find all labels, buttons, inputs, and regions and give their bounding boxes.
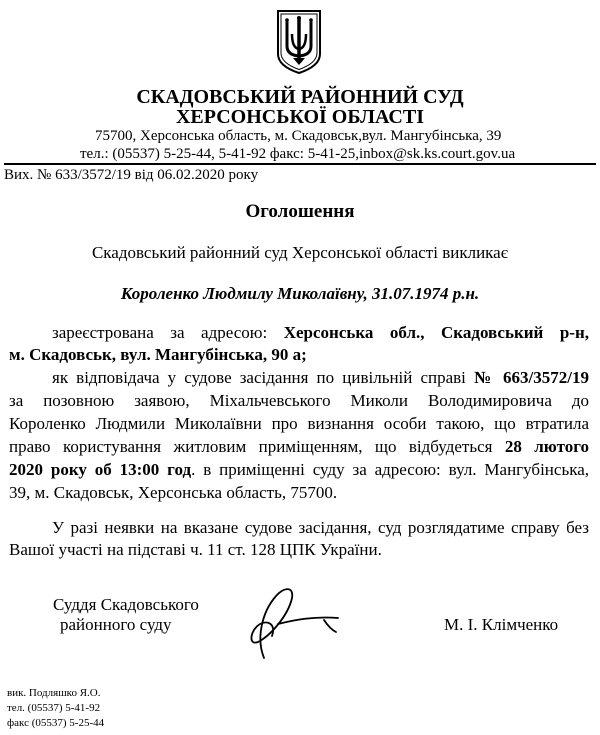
trident-emblem-icon	[275, 8, 323, 76]
handwritten-signature	[228, 578, 358, 664]
outgoing-number: Вих. № 633/3572/19 від 06.02.2020 року	[4, 167, 259, 183]
notice-title: Оголошення	[245, 201, 355, 222]
case-line-1: як відповідача у судове засідання по цивільній справі № 663/3572/19	[52, 368, 590, 387]
absence-line-1: У разі неявки на вказане судове засідання, суд розглядатиме справу без	[52, 518, 589, 537]
signatory-title-line2: районного суду	[60, 615, 172, 634]
case-line-6: 39, м. Скадовськ, Херсонська область, 75700.	[9, 483, 338, 502]
executor-name: вик. Подляшко Я.О.	[7, 687, 101, 699]
executor-phone: тел. (05537) 5-41-92	[7, 702, 101, 714]
court-name-line2: ХЕРСОНСЬКОЇ ОБЛАСТІ	[175, 106, 424, 128]
court-name-line1: СКАДОВСЬКИЙ РАЙОННИЙ СУД	[136, 86, 464, 108]
court-contacts: тел.: (05537) 5-25-44, 5-41-92 факс: 5-41-25,inbox@sk.ks.court.gov.ua	[80, 146, 516, 162]
registration-line-1: зареєстрована за адресою: Херсонська обл., Скадовський р-н,	[52, 323, 589, 342]
signatory-title-line1: Суддя Скадовського	[53, 595, 199, 614]
absence-line-2: Вашої участі на підставі ч. 11 ст. 128 ЦПК України.	[9, 540, 382, 559]
case-line-3: Короленко Людмили Миколаївни про визнання особи такою, що втратила	[9, 414, 589, 433]
executor-fax: факс (05537) 5-25-44	[7, 717, 105, 729]
notice-person: Короленко Людмилу Миколаївну, 31.07.1974 р.н.	[120, 284, 480, 303]
notice-intro: Скадовський районний суд Херсонської області викликає	[91, 243, 509, 262]
case-line-5: 2020 року об 13:00 год. в приміщенні суду за адресою: вул. Мангубінська,	[9, 460, 589, 479]
signatory-name: М. І. Клімченко	[444, 615, 559, 634]
court-address: 75700, Херсонська область, м. Скадовськ,вул. Мангубінська, 39	[95, 128, 502, 144]
header-divider	[4, 163, 596, 165]
case-line-2: за позовною заявою, Міхальчевського Миколи Володимировича до	[9, 391, 589, 410]
registration-line-2: м. Скадовськ, вул. Мангубінська, 90 а;	[9, 345, 307, 364]
case-line-4: право користування житловим приміщенням, що відбудеться 28 лютого	[9, 437, 589, 456]
